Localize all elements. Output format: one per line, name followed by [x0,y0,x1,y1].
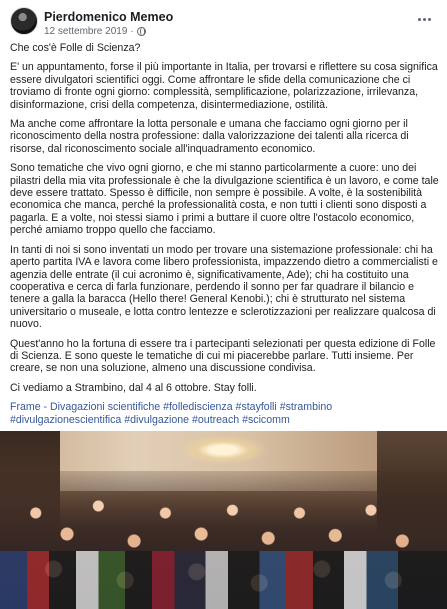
hashtag-link[interactable]: #stayfolli [235,401,277,414]
post-paragraph: Che cos'è Folle di Scienza? [10,42,141,54]
avatar[interactable] [10,7,38,35]
post-paragraph: Ma anche come affrontare la lotta personale e umana che facciamo ogni giorno per il riconoscimento della nostra professione: dalla valorizzazione dei talenti alla ricerca di risorse, dal riconoscimento sociale all'inquadramento economico. [10,118,409,155]
post-paragraph: Ci vediamo a Strambino, dal 4 al 6 ottobre. Stay folli. [10,381,257,394]
photo-crowd-front [0,551,447,609]
author-name[interactable]: Pierdomenico Memeo [44,10,174,24]
hashtag-link[interactable]: #scicomm [242,413,290,426]
more-options-icon[interactable] [413,11,435,27]
hashtag-link[interactable]: #divulgazione [124,413,190,426]
post-paragraph: Quest'anno ho la fortuna di essere tra i partecipanti selezionati per questa edizione di Folle di Scienza. E sono queste le tematiche di cui mi piacerebbe parlare. Tutti insieme. Per creare, se non una soluzione, almeno una discussione condivisa. [10,337,436,375]
post-header [10,7,437,39]
separator: · [130,26,134,37]
post-paragraph: In tanti di noi si sono inventati un modo per trovare una sistemazione professionale: chi ha aperto partita IVA e lavora come libero professionista, impazzendo dietro a commercialisti e agenzia delle entrate (il cui acronimo è, significativamente, Ade); chi ha costituito una cooperativa e cerca di farla funzionare, perdendo il sonno per far quadrare il bilancio e tenere a galla la baracca (Hello there! General Kenobi.); chi è strutturato nel sistema universitario o museale, e lotta contro lentezze e sclerotizzazioni per realizzare qualcosa di nuovo. [10,243,438,331]
post-photo[interactable] [0,431,447,609]
post-paragraph: Sono tematiche che vivo ogni giorno, e che mi stanno particolarmente a cuore: uno dei pilastri della mia vita professionale è che la divulgazione scientifica è un lavoro, e come tale deve essere trattato. Spesso è difficile, non sempre è possibile. A volte, è la sostenibilità economica che manca, perché la professionalità costa, e non tutti i clienti sono disposti a pagarla. E a volte, noi stessi siamo i primi a buttare il cuore oltre l'ostacolo economico, perché amiamo troppo quello che facciamo. [10,162,439,237]
globe-icon [137,27,146,36]
hashtag-link[interactable]: #folledisci​enza [163,401,233,414]
post-timestamp[interactable] [44,26,146,37]
hashtag-link[interactable]: #strambino [279,401,333,414]
post-text [10,42,440,426]
hashtag-link[interactable]: #outreach [192,413,240,426]
post-date[interactable]: 12 settembre 2019 [44,26,128,37]
photo-chandelier [178,435,268,465]
hashtag-list [10,401,440,426]
hashtag-link[interactable]: #divulgazionescientifica [10,413,122,426]
post-paragraph: E' un appuntamento, forse il più importante in Italia, per trovarsi e riflettere su cosa significa essere divulgatori scientifici oggi. Come affrontare le sfide della comunicazione che ci troviamo di fronte ogni giorno: complessità, semplificazione, polarizzazione, irrilevanza, disinformazione, crisi della competenza, disintermediazione, ostilità. [10,61,438,111]
page-link[interactable]: Frame - Divagazioni scientifiche [10,401,161,414]
